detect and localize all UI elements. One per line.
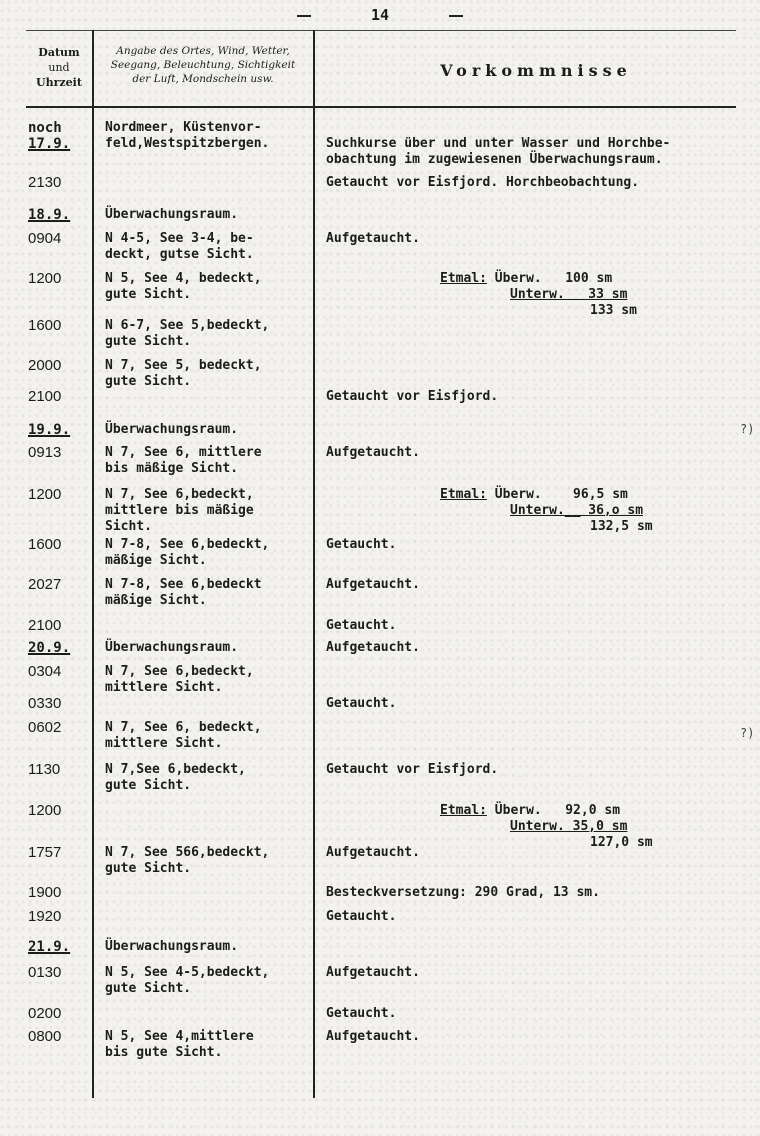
entry-event: Getaucht.	[326, 909, 397, 924]
entry-time: 1600	[28, 536, 62, 553]
entry-time: 2100	[28, 388, 62, 405]
entry-event: Suchkurse über und unter Wasser und Horchbe- obachtung im zugewiesenen Überwachungsraum.	[326, 136, 671, 167]
entry-time: 1200	[28, 802, 62, 819]
etmal-block	[440, 487, 653, 535]
header-angabe: Angabe des Ortes, Wind, Wetter, Seegang, Beleuchtung, Sichtigkeit der Luft, Mondschein usw.	[110, 45, 296, 86]
entry-time: 1200	[28, 486, 62, 503]
etmal-submerged: Unterw. 33 sm	[510, 287, 628, 302]
entry-conditions: Überwachungsraum.	[105, 939, 239, 954]
entry-event: Getaucht.	[326, 1006, 397, 1021]
entry-event: Getaucht.	[326, 696, 397, 711]
entry-date: 19.9.	[28, 422, 71, 438]
entry-time: 1600	[28, 317, 62, 334]
margin-mark: ?)	[740, 422, 755, 436]
entry-conditions: N 4-5, See 3-4, be- deckt, gutse Sicht.	[105, 231, 254, 262]
entry-conditions: Überwachungsraum.	[105, 422, 239, 437]
entry-time: 2130	[28, 174, 62, 191]
etmal-surface: Überw. 100 sm	[486, 271, 613, 286]
margin-mark: ?)	[740, 726, 755, 740]
entry-conditions: N 7, See 5, bedeckt, gute Sicht.	[105, 358, 262, 389]
entry-time: 2100	[28, 617, 62, 634]
column-divider-1	[92, 30, 94, 1098]
entry-time: 0904	[28, 230, 62, 247]
entry-conditions: Überwachungsraum.	[105, 207, 239, 222]
header-rule	[26, 106, 736, 108]
entry-event: Aufgetaucht.	[326, 845, 420, 860]
dash-left	[297, 15, 311, 17]
entry-time: 0602	[28, 719, 62, 736]
header-vorkommnisse: Vorkommnisse	[440, 61, 632, 80]
entry-date: 21.9.	[28, 939, 71, 955]
entry-conditions: N 7,See 6,bedeckt, gute Sicht.	[105, 762, 246, 793]
dash-right	[449, 15, 463, 17]
entry-event: Getaucht vor Eisfjord.	[326, 762, 499, 777]
entry-time: 0304	[28, 663, 62, 680]
entry-conditions: N 7, See 6, mittlere bis mäßige Sicht.	[105, 445, 262, 476]
entry-event: Aufgetaucht.	[326, 577, 420, 592]
entry-time: 0200	[28, 1005, 62, 1022]
entry-time: 1130	[28, 761, 61, 778]
etmal-block	[440, 271, 637, 319]
entry-conditions: N 7, See 6,bedeckt, mittlere bis mäßige Sicht.	[105, 487, 254, 534]
entry-time: 1900	[28, 884, 62, 901]
entry-conditions: N 7-8, See 6,bedeckt, mäßige Sicht.	[105, 537, 270, 568]
entry-event: Getaucht.	[326, 537, 397, 552]
entry-event: Getaucht vor Eisfjord. Horchbeobachtung.	[326, 175, 640, 190]
entry-conditions: N 7, See 6,bedeckt, mittlere Sicht.	[105, 664, 254, 695]
etmal-total: 133 sm	[590, 303, 637, 318]
entry-time: 0800	[28, 1028, 62, 1045]
entry-event: Aufgetaucht.	[326, 640, 420, 655]
etmal-block	[440, 803, 653, 851]
top-rule	[26, 30, 736, 31]
etmal-submerged: Unterw.__ 36,o sm	[510, 503, 644, 518]
entry-date: 20.9.	[28, 640, 71, 656]
entry-conditions: N 7, See 6, bedeckt, mittlere Sicht.	[105, 720, 262, 751]
entry-time: noch 17.9.	[28, 120, 71, 152]
entry-event: Aufgetaucht.	[326, 965, 420, 980]
etmal-surface: Überw. 96,5 sm	[486, 487, 628, 502]
entry-time: 1920	[28, 908, 62, 925]
entry-event: Getaucht.	[326, 618, 397, 633]
entry-time: 2027	[28, 576, 62, 593]
column-divider-2	[313, 30, 315, 1098]
etmal-label: Etmal:	[440, 803, 487, 818]
entry-conditions: N 7-8, See 6,bedeckt mäßige Sicht.	[105, 577, 262, 608]
entry-time: 1757	[28, 844, 62, 861]
etmal-label: Etmal:	[440, 271, 487, 286]
entry-time: 1200	[28, 270, 62, 287]
etmal-surface: Überw. 92,0 sm	[486, 803, 621, 818]
etmal-submerged: Unterw. 35,0 sm	[510, 819, 628, 834]
entry-event: Aufgetaucht.	[326, 1029, 420, 1044]
entry-time: 0913	[28, 444, 62, 461]
header-datum: Datum und Uhrzeit	[36, 46, 82, 89]
etmal-total: 132,5 sm	[590, 519, 653, 534]
entry-time: 0330	[28, 695, 62, 712]
entry-event: Aufgetaucht.	[326, 445, 420, 460]
entry-time: 2000	[28, 357, 62, 374]
entry-conditions: Nordmeer, Küstenvor- feld,Westspitzbergen.	[105, 120, 270, 151]
page-number: 14	[0, 6, 760, 24]
etmal-total: 127,0 sm	[590, 835, 653, 850]
entry-event: Besteckversetzung: 290 Grad, 13 sm.	[326, 885, 600, 900]
entry-conditions: N 6-7, See 5,bedeckt, gute Sicht.	[105, 318, 270, 349]
entry-date: 18.9.	[28, 207, 71, 223]
entry-conditions: N 5, See 4-5,bedeckt, gute Sicht.	[105, 965, 270, 996]
entry-event: Aufgetaucht.	[326, 231, 420, 246]
entry-conditions: N 7, See 566,bedeckt, gute Sicht.	[105, 845, 270, 876]
etmal-label: Etmal:	[440, 487, 487, 502]
entry-conditions: N 5, See 4,mittlere bis gute Sicht.	[105, 1029, 254, 1060]
entry-event: Getaucht vor Eisfjord.	[326, 389, 499, 404]
entry-time: 0130	[28, 964, 62, 981]
entry-conditions: Überwachungsraum.	[105, 640, 239, 655]
entry-conditions: N 5, See 4, bedeckt, gute Sicht.	[105, 271, 262, 302]
